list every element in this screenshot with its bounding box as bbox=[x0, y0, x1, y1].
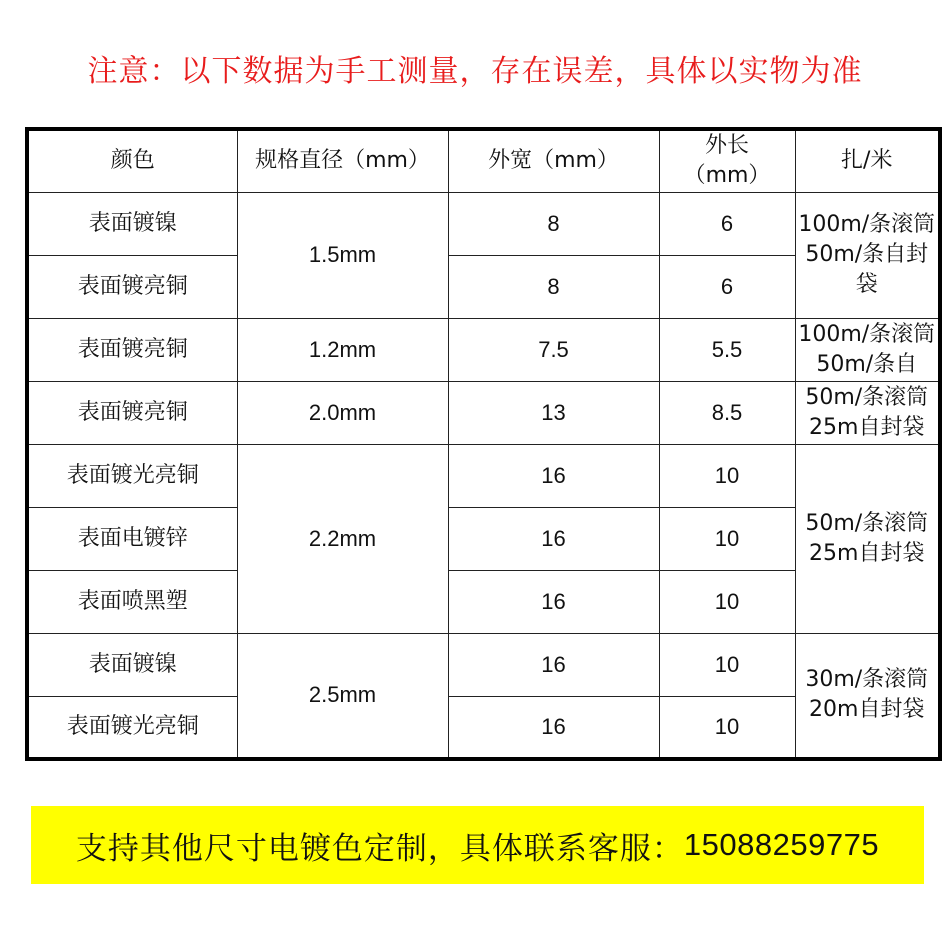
cell-pack: 100m/条滚筒 50m/条自封袋 bbox=[795, 192, 940, 318]
header-length-line1: 外长 bbox=[704, 133, 749, 159]
spec-table bbox=[25, 127, 942, 761]
cell-diameter: 2.2mm bbox=[237, 444, 448, 633]
cell-pack: 50m/条滚筒25m自封袋 bbox=[795, 381, 940, 444]
cell-pack: 100m/条滚筒 50m/条自 bbox=[795, 318, 940, 381]
cell-length: 8.5 bbox=[659, 381, 795, 444]
custom-order-banner bbox=[31, 806, 924, 884]
cell-length: 10 bbox=[659, 570, 795, 633]
cell-pack: 30m/条滚筒20m自封袋 bbox=[795, 633, 940, 759]
cell-length: 6 bbox=[659, 255, 795, 318]
header-length bbox=[659, 129, 795, 192]
cell-length: 10 bbox=[659, 507, 795, 570]
cell-pack: 50m/条滚筒25m自封袋 bbox=[795, 444, 940, 633]
table-row bbox=[27, 444, 940, 507]
cell-width: 16 bbox=[448, 696, 659, 759]
table-row bbox=[27, 192, 940, 255]
cell-length: 10 bbox=[659, 696, 795, 759]
cell-color: 表面镀亮铜 bbox=[27, 381, 237, 444]
customer-service-phone: 15088259775 bbox=[683, 827, 880, 862]
header-color: 颜色 bbox=[27, 129, 237, 192]
cell-width: 8 bbox=[448, 192, 659, 255]
header-length-line2: （mm） bbox=[683, 163, 771, 189]
cell-width: 7.5 bbox=[448, 318, 659, 381]
cell-color: 表面镀镍 bbox=[27, 192, 237, 255]
cell-diameter: 2.0mm bbox=[237, 381, 448, 444]
cell-width: 16 bbox=[448, 570, 659, 633]
cell-diameter: 1.5mm bbox=[237, 192, 448, 318]
table-header-row bbox=[27, 129, 940, 192]
cell-color: 表面镀光亮铜 bbox=[27, 444, 237, 507]
cell-width: 13 bbox=[448, 381, 659, 444]
cell-color: 表面电镀锌 bbox=[27, 507, 237, 570]
cell-color: 表面喷黑塑 bbox=[27, 570, 237, 633]
cell-length: 10 bbox=[659, 444, 795, 507]
cell-width: 8 bbox=[448, 255, 659, 318]
cell-width: 16 bbox=[448, 633, 659, 696]
cell-diameter: 2.5mm bbox=[237, 633, 448, 759]
cell-color: 表面镀光亮铜 bbox=[27, 696, 237, 759]
measurement-notice: 注意：以下数据为手工测量，存在误差，具体以实物为准 bbox=[87, 54, 863, 89]
cell-length: 6 bbox=[659, 192, 795, 255]
table-row bbox=[27, 633, 940, 696]
cell-diameter: 1.2mm bbox=[237, 318, 448, 381]
cell-length: 5.5 bbox=[659, 318, 795, 381]
table-row bbox=[27, 381, 940, 444]
header-pack: 扎/米 bbox=[795, 129, 940, 192]
cell-width: 16 bbox=[448, 444, 659, 507]
cell-width: 16 bbox=[448, 507, 659, 570]
table-row bbox=[27, 318, 940, 381]
cell-color: 表面镀亮铜 bbox=[27, 318, 237, 381]
cell-color: 表面镀亮铜 bbox=[27, 255, 237, 318]
cell-length: 10 bbox=[659, 633, 795, 696]
header-width: 外宽（mm） bbox=[448, 129, 659, 192]
banner-text: 支持其他尺寸电镀色定制，具体联系客服： bbox=[75, 830, 684, 867]
header-diameter: 规格直径（mm） bbox=[237, 129, 448, 192]
cell-color: 表面镀镍 bbox=[27, 633, 237, 696]
